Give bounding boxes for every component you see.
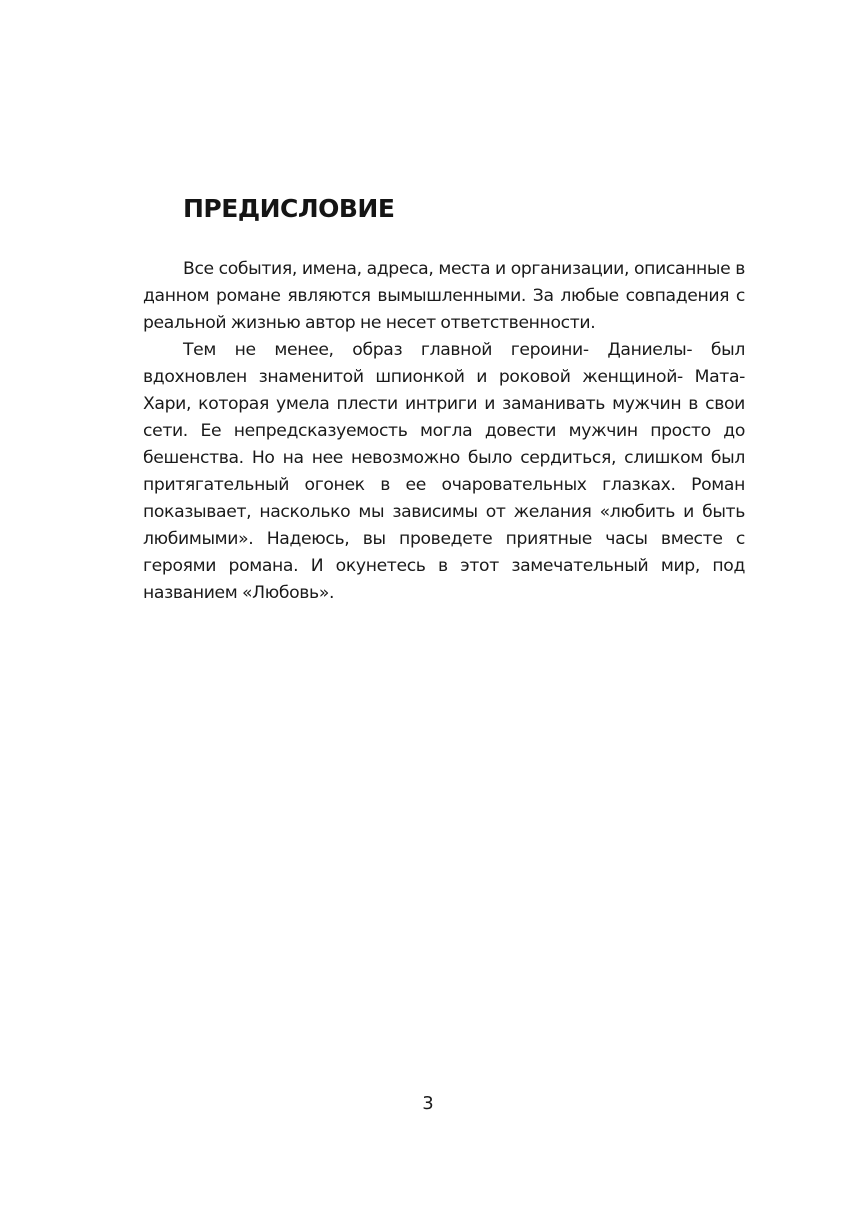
page-title: ПРЕДИСЛОВИЕ [183, 194, 395, 223]
preface-body [143, 256, 745, 607]
paragraph-disclaimer: Все события, имена, адреса, места и организации, описанные в данном романе являются вымышленными. За любые совпадения с реальной жизнью автор не несет ответственности. [143, 259, 745, 333]
page-number: 3 [422, 1093, 434, 1114]
paragraph-inspiration: Тем не менее, образ главной героини- Даниелы- был вдохновлен знаменитой шпионкой и роковой женщиной- Мата-Хари, которая умела плести интриги и заманивать мужчин в свои сети. Ее непредсказуемость могла довести мужчин просто до бешенства. Но на нее невозможно было сердиться, слишком был притягательный огонек в ее очаровательных глазках. Роман показывает, насколько мы зависимы от желания «любить и быть любимыми». Надеюсь, вы проведете приятные часы вместе с героями романа. И окунетесь в этот замечательный мир, под названием «Любовь». [143, 340, 745, 603]
